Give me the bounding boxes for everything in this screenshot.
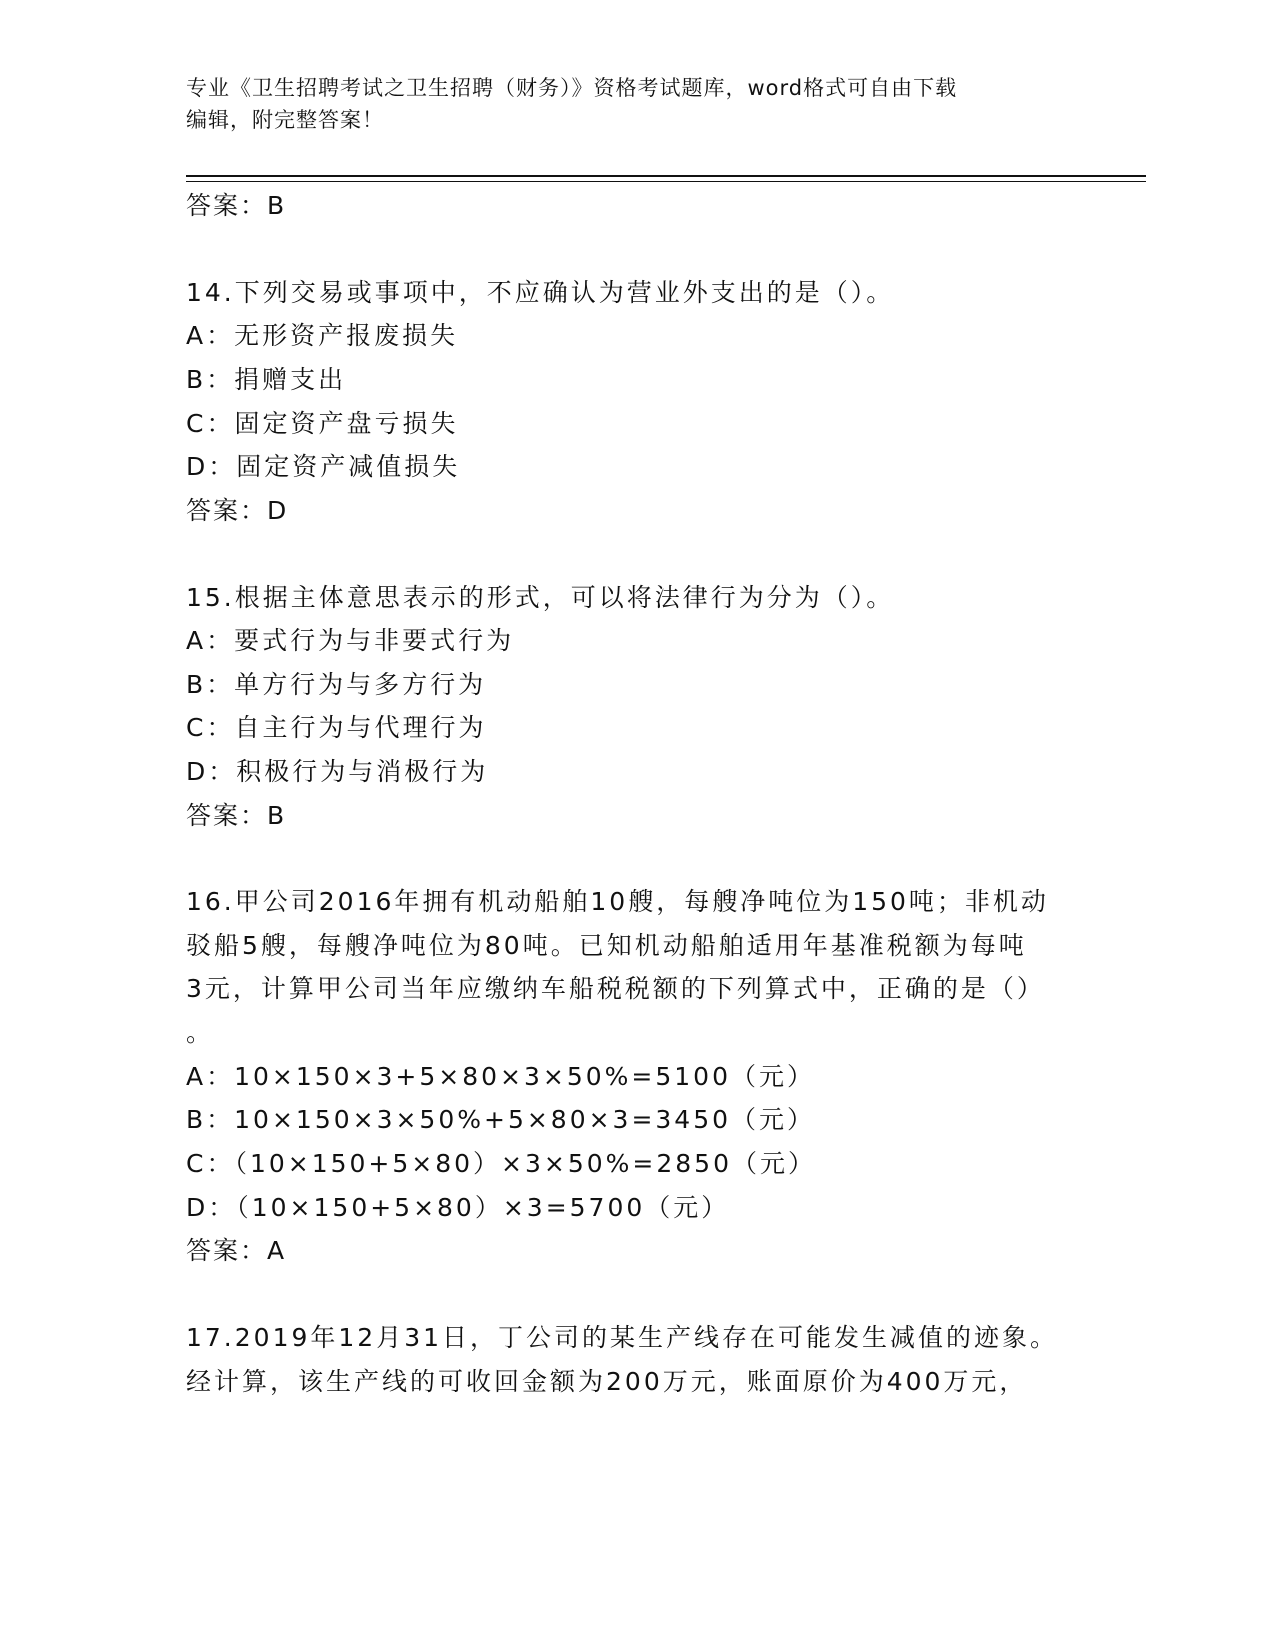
q14-option-b: B：捐赠支出	[186, 365, 347, 394]
q17-question-line-1: 17.2019年12月31日，丁公司的某生产线存在可能发生减值的迹象。	[186, 1323, 1059, 1352]
document-header	[186, 72, 1086, 136]
q15-option-c: C：自主行为与代理行为	[186, 713, 487, 742]
q15-option-b: B：单方行为与多方行为	[186, 670, 487, 699]
header-divider-thin	[186, 181, 1146, 182]
q15-option-a: A：要式行为与非要式行为	[186, 626, 515, 655]
q16-answer: 答案：A	[186, 1236, 287, 1265]
q15-question: 15.根据主体意思表示的形式，可以将法律行为分为（）。	[186, 583, 895, 612]
q16-option-d: D：（10×150+5×80）×3=5700（元）	[186, 1193, 730, 1222]
q14-option-a: A：无形资产报废损失	[186, 321, 459, 350]
q14-answer: 答案：D	[186, 496, 289, 525]
q16-question-line-3: 3元，计算甲公司当年应缴纳车船税税额的下列算式中，正确的是（）	[186, 974, 1045, 1003]
q13-answer: 答案：B	[186, 191, 287, 220]
q14-question: 14.下列交易或事项中，不应确认为营业外支出的是（）。	[186, 278, 895, 307]
q17-question-line-2: 经计算，该生产线的可收回金额为200万元，账面原价为400万元，	[186, 1367, 1028, 1396]
q16-option-b: B：10×150×3×50%+5×80×3=3450（元）	[186, 1105, 816, 1134]
q14-option-d: D：固定资产减值损失	[186, 452, 461, 481]
q15-answer: 答案：B	[186, 801, 287, 830]
q16-question-line-4: 。	[186, 1018, 215, 1047]
header-divider-thick	[186, 175, 1146, 177]
header-line-2: 编辑，附完整答案！	[186, 108, 384, 132]
q16-option-c: C：（10×150+5×80）×3×50%=2850（元）	[186, 1149, 816, 1178]
q15-option-d: D：积极行为与消极行为	[186, 757, 489, 786]
q16-question-line-2: 驳船5艘，每艘净吨位为80吨。已知机动船舶适用年基准税额为每吨	[186, 931, 1027, 960]
q14-option-c: C：固定资产盘亏损失	[186, 409, 459, 438]
q16-question-line-1: 16.甲公司2016年拥有机动船舶10艘，每艘净吨位为150吨；非机动	[186, 887, 1049, 916]
header-line-1: 专业《卫生招聘考试之卫生招聘（财务）》资格考试题库，word格式可自由下载	[186, 76, 958, 100]
q16-option-a: A：10×150×3+5×80×3×50%=5100（元）	[186, 1062, 815, 1091]
